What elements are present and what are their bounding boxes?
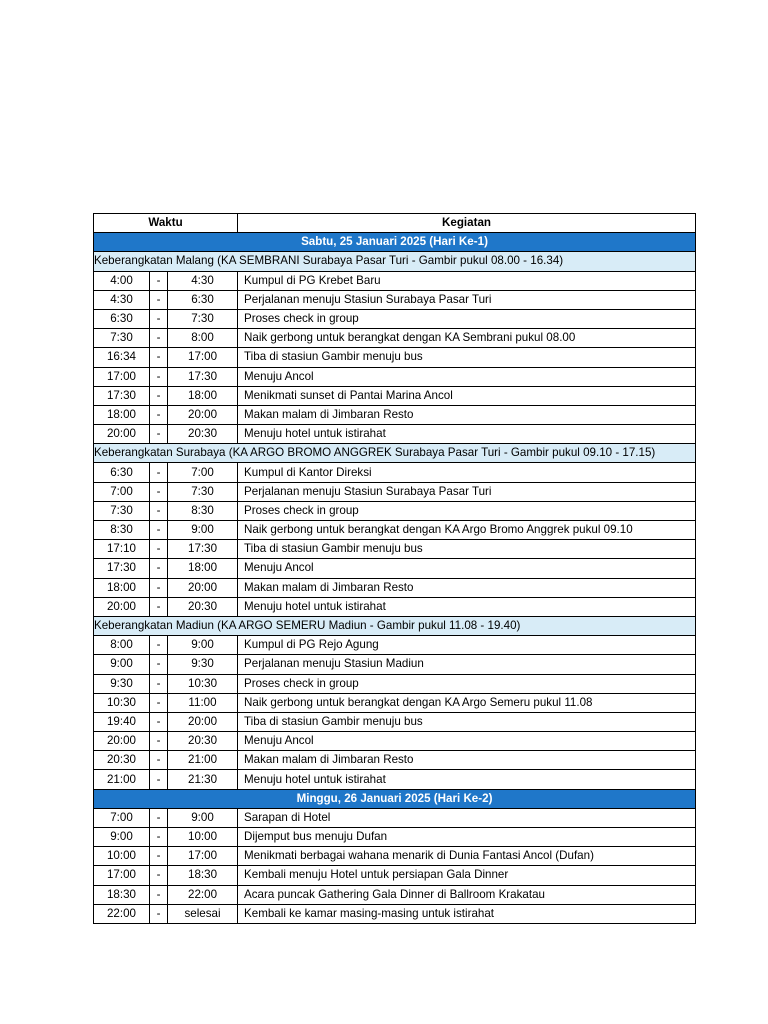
table-row bbox=[94, 521, 696, 540]
end-time-cell: 20:30 bbox=[168, 732, 238, 751]
activity-cell: Menuju hotel untuk istirahat bbox=[238, 597, 696, 616]
table-row bbox=[94, 348, 696, 367]
activity-cell: Kembali menuju Hotel untuk persiapan Gala Dinner bbox=[238, 866, 696, 885]
end-time-cell: 21:00 bbox=[168, 751, 238, 770]
end-time-cell: 8:00 bbox=[168, 329, 238, 348]
end-time-cell: 9:00 bbox=[168, 636, 238, 655]
table-row bbox=[94, 271, 696, 290]
day-header-row bbox=[94, 789, 696, 808]
time-separator: - bbox=[150, 847, 168, 866]
start-time-cell: 9:00 bbox=[94, 828, 150, 847]
activity-cell: Kembali ke kamar masing-masing untuk istirahat bbox=[238, 904, 696, 923]
activity-cell: Tiba di stasiun Gambir menuju bus bbox=[238, 540, 696, 559]
end-time-cell: 10:00 bbox=[168, 828, 238, 847]
activity-cell: Menuju hotel untuk istirahat bbox=[238, 770, 696, 789]
time-separator: - bbox=[150, 885, 168, 904]
activity-cell: Makan malam di Jimbaran Resto bbox=[238, 405, 696, 424]
end-time-cell: 7:30 bbox=[168, 309, 238, 328]
end-time-cell: 9:00 bbox=[168, 521, 238, 540]
table-row bbox=[94, 636, 696, 655]
start-time-cell: 10:30 bbox=[94, 693, 150, 712]
time-separator: - bbox=[150, 597, 168, 616]
time-separator: - bbox=[150, 732, 168, 751]
activity-cell: Kumpul di PG Krebet Baru bbox=[238, 271, 696, 290]
start-time-cell: 8:00 bbox=[94, 636, 150, 655]
time-separator: - bbox=[150, 808, 168, 827]
activity-cell: Perjalanan menuju Stasiun Madiun bbox=[238, 655, 696, 674]
end-time-cell: 8:30 bbox=[168, 501, 238, 520]
activity-cell: Menuju hotel untuk istirahat bbox=[238, 425, 696, 444]
start-time-cell: 21:00 bbox=[94, 770, 150, 789]
end-time-cell: selesai bbox=[168, 904, 238, 923]
end-time-cell: 17:00 bbox=[168, 847, 238, 866]
end-time-cell: 10:30 bbox=[168, 674, 238, 693]
table-row bbox=[94, 808, 696, 827]
schedule-body bbox=[94, 233, 696, 924]
activity-cell: Kumpul di PG Rejo Agung bbox=[238, 636, 696, 655]
activity-cell: Naik gerbong untuk berangkat dengan KA Argo Semeru pukul 11.08 bbox=[238, 693, 696, 712]
activity-cell: Perjalanan menuju Stasiun Surabaya Pasar Turi bbox=[238, 290, 696, 309]
time-separator: - bbox=[150, 521, 168, 540]
table-row bbox=[94, 501, 696, 520]
time-separator: - bbox=[150, 751, 168, 770]
time-separator: - bbox=[150, 866, 168, 885]
start-time-cell: 17:00 bbox=[94, 367, 150, 386]
start-time-cell: 20:00 bbox=[94, 597, 150, 616]
activity-cell: Menikmati sunset di Pantai Marina Ancol bbox=[238, 386, 696, 405]
time-separator: - bbox=[150, 636, 168, 655]
end-time-cell: 9:30 bbox=[168, 655, 238, 674]
end-time-cell: 18:00 bbox=[168, 559, 238, 578]
table-row bbox=[94, 732, 696, 751]
table-row bbox=[94, 828, 696, 847]
day-header: Sabtu, 25 Januari 2025 (Hari Ke-1) bbox=[94, 233, 696, 252]
table-row bbox=[94, 367, 696, 386]
time-separator: - bbox=[150, 828, 168, 847]
table-row bbox=[94, 847, 696, 866]
time-separator: - bbox=[150, 425, 168, 444]
table-row bbox=[94, 290, 696, 309]
table-row bbox=[94, 674, 696, 693]
time-separator: - bbox=[150, 540, 168, 559]
group-header-row bbox=[94, 444, 696, 463]
start-time-cell: 10:00 bbox=[94, 847, 150, 866]
end-time-cell: 6:30 bbox=[168, 290, 238, 309]
table-row bbox=[94, 655, 696, 674]
table-row bbox=[94, 482, 696, 501]
start-time-cell: 20:30 bbox=[94, 751, 150, 770]
end-time-cell: 9:00 bbox=[168, 808, 238, 827]
table-header-row bbox=[94, 214, 696, 233]
table-row bbox=[94, 904, 696, 923]
table-row bbox=[94, 309, 696, 328]
activity-cell: Kumpul di Kantor Direksi bbox=[238, 463, 696, 482]
activity-cell: Tiba di stasiun Gambir menuju bus bbox=[238, 348, 696, 367]
activity-cell: Acara puncak Gathering Gala Dinner di Ballroom Krakatau bbox=[238, 885, 696, 904]
start-time-cell: 17:30 bbox=[94, 386, 150, 405]
end-time-cell: 17:30 bbox=[168, 540, 238, 559]
start-time-cell: 6:30 bbox=[94, 309, 150, 328]
activity-cell: Naik gerbong untuk berangkat dengan KA Argo Bromo Anggrek pukul 09.10 bbox=[238, 521, 696, 540]
time-separator: - bbox=[150, 904, 168, 923]
time-separator: - bbox=[150, 674, 168, 693]
end-time-cell: 21:30 bbox=[168, 770, 238, 789]
end-time-cell: 20:30 bbox=[168, 597, 238, 616]
start-time-cell: 18:00 bbox=[94, 405, 150, 424]
time-separator: - bbox=[150, 501, 168, 520]
time-separator: - bbox=[150, 463, 168, 482]
departure-group-title: Keberangkatan Surabaya (KA ARGO BROMO ANGGREK Surabaya Pasar Turi - Gambir pukul 09.10 - 17.15) bbox=[94, 444, 696, 463]
table-row bbox=[94, 693, 696, 712]
activity-cell: Naik gerbong untuk berangkat dengan KA Sembrani pukul 08.00 bbox=[238, 329, 696, 348]
end-time-cell: 22:00 bbox=[168, 885, 238, 904]
activity-cell: Menuju Ancol bbox=[238, 732, 696, 751]
end-time-cell: 20:00 bbox=[168, 405, 238, 424]
day-header-row bbox=[94, 233, 696, 252]
time-separator: - bbox=[150, 770, 168, 789]
schedule-table bbox=[93, 213, 696, 924]
start-time-cell: 19:40 bbox=[94, 712, 150, 731]
time-separator: - bbox=[150, 655, 168, 674]
start-time-cell: 20:00 bbox=[94, 425, 150, 444]
end-time-cell: 7:00 bbox=[168, 463, 238, 482]
table-row bbox=[94, 578, 696, 597]
table-row bbox=[94, 329, 696, 348]
table-row bbox=[94, 425, 696, 444]
activity-cell: Proses check in group bbox=[238, 309, 696, 328]
table-row bbox=[94, 885, 696, 904]
activity-cell: Proses check in group bbox=[238, 674, 696, 693]
time-separator: - bbox=[150, 329, 168, 348]
time-separator: - bbox=[150, 290, 168, 309]
table-row bbox=[94, 386, 696, 405]
table-row bbox=[94, 559, 696, 578]
activity-cell: Menikmati berbagai wahana menarik di Dunia Fantasi Ancol (Dufan) bbox=[238, 847, 696, 866]
end-time-cell: 20:00 bbox=[168, 578, 238, 597]
time-separator: - bbox=[150, 348, 168, 367]
table-row bbox=[94, 751, 696, 770]
start-time-cell: 18:30 bbox=[94, 885, 150, 904]
start-time-cell: 4:00 bbox=[94, 271, 150, 290]
table-row bbox=[94, 540, 696, 559]
end-time-cell: 20:30 bbox=[168, 425, 238, 444]
activity-cell: Perjalanan menuju Stasiun Surabaya Pasar Turi bbox=[238, 482, 696, 501]
time-separator: - bbox=[150, 405, 168, 424]
end-time-cell: 20:00 bbox=[168, 712, 238, 731]
end-time-cell: 18:30 bbox=[168, 866, 238, 885]
activity-cell: Sarapan di Hotel bbox=[238, 808, 696, 827]
end-time-cell: 7:30 bbox=[168, 482, 238, 501]
end-time-cell: 4:30 bbox=[168, 271, 238, 290]
start-time-cell: 20:00 bbox=[94, 732, 150, 751]
start-time-cell: 8:30 bbox=[94, 521, 150, 540]
time-separator: - bbox=[150, 693, 168, 712]
end-time-cell: 11:00 bbox=[168, 693, 238, 712]
departure-group-title: Keberangkatan Malang (KA SEMBRANI Surabaya Pasar Turi - Gambir pukul 08.00 - 16.34) bbox=[94, 252, 696, 271]
activity-cell: Menuju Ancol bbox=[238, 367, 696, 386]
activity-cell: Proses check in group bbox=[238, 501, 696, 520]
day-header: Minggu, 26 Januari 2025 (Hari Ke-2) bbox=[94, 789, 696, 808]
time-separator: - bbox=[150, 482, 168, 501]
start-time-cell: 7:00 bbox=[94, 482, 150, 501]
time-separator: - bbox=[150, 386, 168, 405]
activity-cell: Dijemput bus menuju Dufan bbox=[238, 828, 696, 847]
time-separator: - bbox=[150, 271, 168, 290]
time-separator: - bbox=[150, 559, 168, 578]
start-time-cell: 17:30 bbox=[94, 559, 150, 578]
table-row bbox=[94, 405, 696, 424]
start-time-cell: 4:30 bbox=[94, 290, 150, 309]
time-separator: - bbox=[150, 712, 168, 731]
start-time-cell: 7:00 bbox=[94, 808, 150, 827]
start-time-cell: 7:30 bbox=[94, 501, 150, 520]
time-separator: - bbox=[150, 309, 168, 328]
activity-cell: Menuju Ancol bbox=[238, 559, 696, 578]
start-time-cell: 6:30 bbox=[94, 463, 150, 482]
start-time-cell: 9:30 bbox=[94, 674, 150, 693]
activity-cell: Makan malam di Jimbaran Resto bbox=[238, 751, 696, 770]
departure-group-title: Keberangkatan Madiun (KA ARGO SEMERU Madiun - Gambir pukul 11.08 - 19.40) bbox=[94, 616, 696, 635]
time-column-header: Waktu bbox=[94, 214, 238, 233]
start-time-cell: 9:00 bbox=[94, 655, 150, 674]
table-row bbox=[94, 712, 696, 731]
time-separator: - bbox=[150, 578, 168, 597]
activity-cell: Tiba di stasiun Gambir menuju bus bbox=[238, 712, 696, 731]
end-time-cell: 17:30 bbox=[168, 367, 238, 386]
time-separator: - bbox=[150, 367, 168, 386]
table-row bbox=[94, 463, 696, 482]
start-time-cell: 17:00 bbox=[94, 866, 150, 885]
activity-column-header: Kegiatan bbox=[238, 214, 696, 233]
start-time-cell: 16:34 bbox=[94, 348, 150, 367]
start-time-cell: 22:00 bbox=[94, 904, 150, 923]
start-time-cell: 17:10 bbox=[94, 540, 150, 559]
start-time-cell: 7:30 bbox=[94, 329, 150, 348]
start-time-cell: 18:00 bbox=[94, 578, 150, 597]
end-time-cell: 17:00 bbox=[168, 348, 238, 367]
table-row bbox=[94, 770, 696, 789]
group-header-row bbox=[94, 616, 696, 635]
table-row bbox=[94, 866, 696, 885]
group-header-row bbox=[94, 252, 696, 271]
end-time-cell: 18:00 bbox=[168, 386, 238, 405]
table-row bbox=[94, 597, 696, 616]
activity-cell: Makan malam di Jimbaran Resto bbox=[238, 578, 696, 597]
